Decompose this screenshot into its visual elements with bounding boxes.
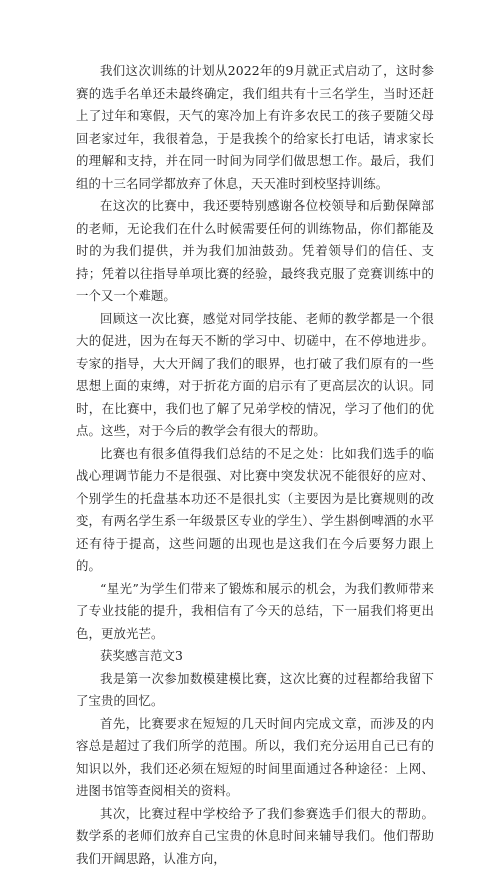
paragraph: 在这次的比赛中，我还要特别感谢各位校领导和后勤保障部的老师，无论我们在什么时候需要任何的训练物品，你们都能及时的为我们提供，并为我们加油鼓劲。凭着领导们的信任、支持；凭着以往指导单项比赛的经验，最终我克服了竞赛训练中的一个又一个难题。 (76, 195, 434, 308)
paragraph: 首先，比赛要求在短短的几天时间内完成文章，而涉及的内容总是超过了我们所学的范围。所以，我们充分运用自己已有的知识以外，我们还必须在短短的时间里面通过各种途径：上网、进图书馆等查阅相关的资料。 (76, 713, 434, 803)
section-heading: 获奖感言范文3 (76, 645, 434, 668)
paragraph: “星光”为学生们带来了锻炼和展示的机会，为我们教师带来了专业技能的提升，我相信有了今天的总结，下一届我们将更出色，更放光芒。 (76, 578, 434, 646)
document-body (76, 60, 434, 870)
paragraph: 回顾这一次比赛，感觉对同学技能、老师的教学都是一个很大的促进，因为在每天不断的学习中、切磋中，在不停地进步。专家的指导，大大开阔了我们的眼界，也打破了我们原有的一些思想上面的束缚，对于折花方面的启示有了更高层次的认识。同时，在比赛中，我们也了解了兄弟学校的情况，学习了他们的优点。这些，对于今后的教学会有很大的帮助。 (76, 308, 434, 443)
paragraph: 我是第一次参加数模建模比赛，这次比赛的过程都给我留下了宝贵的回忆。 (76, 668, 434, 713)
paragraph: 比赛也有很多值得我们总结的不足之处：比如我们选手的临战心理调节能力不是很强、对比赛中突发状况不能很好的应对、个别学生的托盘基本功还不是很扎实（主要因为是比赛规则的改变，有两名学生系一年级景区专业的学生）、学生斟倒啤酒的水平还有待于提高，这些问题的出现也是这我们在今后要努力跟上的。 (76, 443, 434, 578)
paragraph: 我们这次训练的计划从2022年的9月就正式启动了，这时参赛的选手名单还未最终确定，我们组共有十三名学生，当时还赶上了过年和寒假，天气的寒冷加上有许多农民工的孩子要随父母回老家过年，我很着急，于是我挨个的给家长打电话，请求家长的理解和支持，并在同一时间为同学们做思想工作。最后，我们组的十三名同学都放弃了休息，天天准时到校坚持训练。 (76, 60, 434, 195)
paragraph: 其次，比赛过程中学校给予了我们参赛选手们很大的帮助。数学系的老师们放弃自己宝贵的休息时间来辅导我们。他们帮助我们开阔思路，认准方向， (76, 803, 434, 870)
